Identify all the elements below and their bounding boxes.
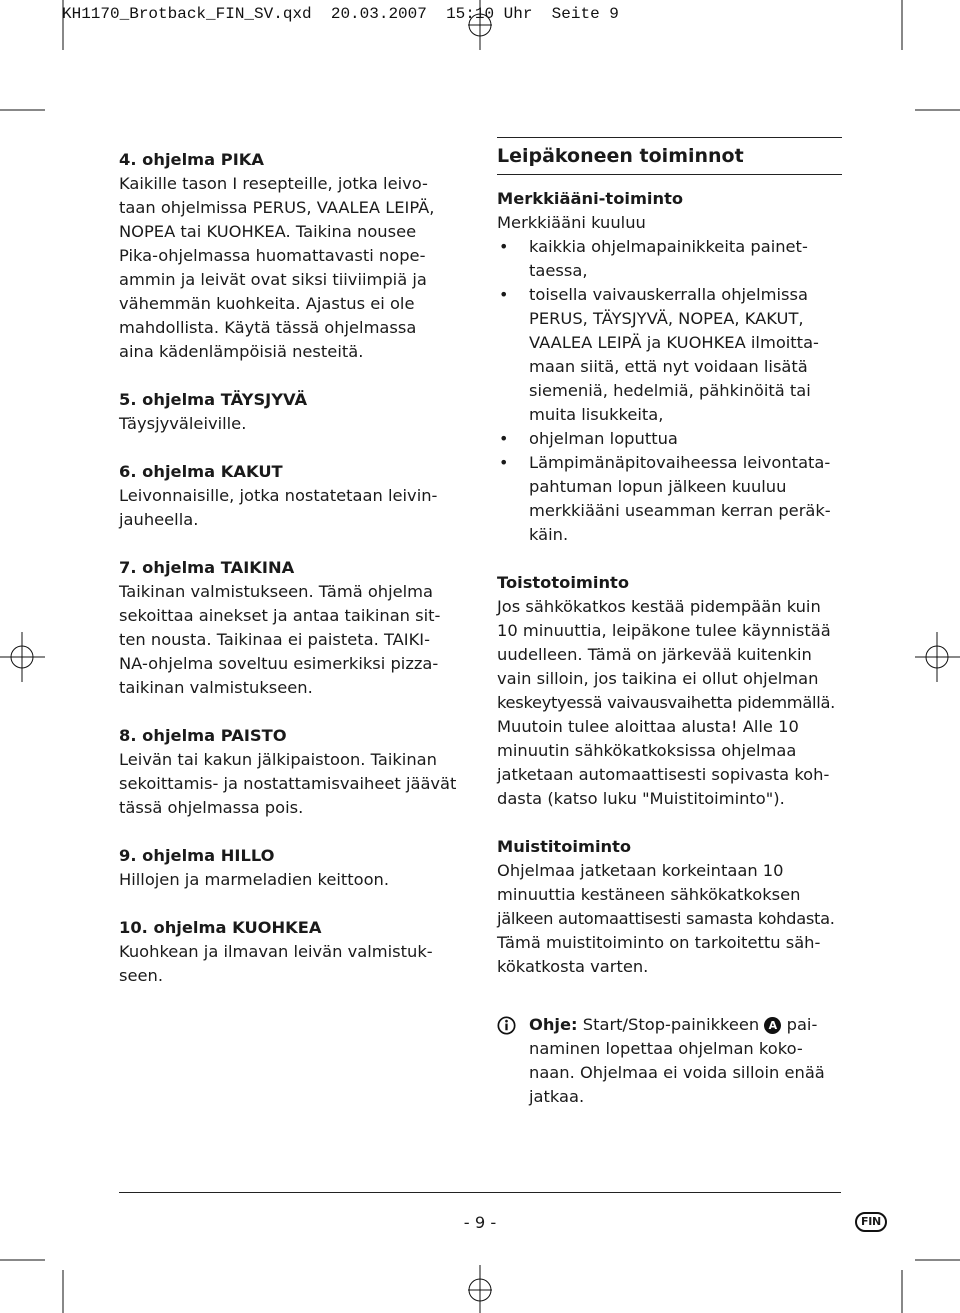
list-item bbox=[497, 235, 842, 283]
text-line: Pika-ohjelmassa huomattavasti nope- bbox=[119, 246, 426, 265]
text-line: Leivonnaisille, jotka nostatetaan leivin- bbox=[119, 486, 438, 505]
text-line: merkkiääni useamman kerran peräk- bbox=[529, 501, 831, 520]
file-slug-line: KH1170_Brotback_FIN_SV.qxd 20.03.2007 15:10 Uhr Seite 9 bbox=[62, 5, 619, 23]
list-item bbox=[497, 427, 842, 451]
beep-heading: Merkkiääni-toiminto bbox=[497, 189, 684, 208]
text-line: Leivän tai kakun jälkipaistoon. Taikinan bbox=[119, 750, 437, 769]
text-line: ammin ja leivät ovat siksi tiiviimpiä ja bbox=[119, 270, 427, 289]
text-line: Tämä muistitoiminto on tarkoitettu säh- bbox=[497, 933, 821, 952]
section-heading: 10. ohjelma KUOHKEA bbox=[119, 918, 322, 937]
button-a-badge-icon: A bbox=[764, 1017, 781, 1034]
text-line: naminen lopettaa ohjelman koko- bbox=[529, 1039, 803, 1058]
text-line: Kuohkean ja ilmavan leivän valmistuk- bbox=[119, 942, 433, 961]
list-item bbox=[497, 451, 842, 547]
repeat-section bbox=[497, 571, 842, 811]
bullet-icon: • bbox=[499, 285, 509, 304]
program-section bbox=[119, 460, 469, 532]
note-first-text: Start/Stop-painikkeen bbox=[582, 1015, 760, 1034]
text-line: Taikinan valmistukseen. Tämä ohjelma bbox=[119, 582, 434, 601]
text-line: sekoittamis- ja nostattamisvaiheet jäävät bbox=[119, 774, 457, 793]
text-line: ohjelman loputtua bbox=[529, 429, 678, 448]
text-line: Hillojen ja marmeladien keittoon. bbox=[119, 870, 390, 889]
text-line: Muutoin tulee aloittaa alusta! Alle 10 bbox=[497, 717, 799, 736]
text-line: aina kädenlämpöisiä nesteitä. bbox=[119, 342, 364, 361]
section-heading: 8. ohjelma PAISTO bbox=[119, 726, 287, 745]
info-icon bbox=[497, 1016, 516, 1035]
section-heading: 6. ohjelma KAKUT bbox=[119, 462, 283, 481]
program-section bbox=[119, 844, 469, 892]
note-box bbox=[497, 1013, 842, 1109]
section-heading: 9. ohjelma HILLO bbox=[119, 846, 275, 865]
text-line: maan siitä, että nyt voidaan lisätä bbox=[529, 357, 808, 376]
memory-section bbox=[497, 835, 842, 979]
note-first-line bbox=[529, 1013, 842, 1037]
text-line: uudelleen. Tämä on järkevää kuitenkin bbox=[497, 645, 812, 664]
text-line: minuutin sähkökatkoksissa ohjelmaa bbox=[497, 741, 797, 760]
text-line: keskeytyessä vaivausvaihetta pidemmällä. bbox=[497, 693, 836, 712]
text-line: sekoittaa ainekset ja antaa taikinan sit- bbox=[119, 606, 441, 625]
text-line: seen. bbox=[119, 966, 164, 985]
text-line: NOPEA tai KUOHKEA. Taikina nousee bbox=[119, 222, 417, 241]
program-section bbox=[119, 388, 469, 436]
text-line: jatkaa. bbox=[529, 1087, 585, 1106]
text-line: Lämpimänäpitovaiheessa leivontata- bbox=[529, 453, 831, 472]
text-line: vain silloin, jos taikina ei ollut ohjelman bbox=[497, 669, 819, 688]
bullet-icon: • bbox=[499, 429, 509, 448]
right-title-text: Leipäkoneen toiminnot bbox=[497, 145, 744, 167]
text-line: naan. Ohjelmaa ei voida silloin enää bbox=[529, 1063, 825, 1082]
text-line: tässä ohjelmassa pois. bbox=[119, 798, 304, 817]
program-section bbox=[119, 148, 469, 364]
left-column bbox=[119, 148, 469, 1012]
list-item bbox=[497, 283, 842, 427]
text-line: toisella vaivauskerralla ohjelmissa bbox=[529, 285, 808, 304]
memory-heading: Muistitoiminto bbox=[497, 837, 632, 856]
text-line: jauheella. bbox=[119, 510, 199, 529]
text-line: vähemmän kuohkeita. Ajastus ei ole bbox=[119, 294, 415, 313]
text-line: Ohjelmaa jatketaan korkeintaan 10 bbox=[497, 861, 784, 880]
note-label: Ohje: bbox=[529, 1015, 578, 1034]
text-line: taessa, bbox=[529, 261, 588, 280]
beep-section bbox=[497, 187, 842, 547]
page-number: - 9 - bbox=[463, 1213, 497, 1232]
section-heading: 5. ohjelma TÄYSJYVÄ bbox=[119, 390, 308, 409]
program-section bbox=[119, 916, 469, 988]
text-line: taikinan valmistukseen. bbox=[119, 678, 313, 697]
program-section bbox=[119, 556, 469, 700]
bullet-icon: • bbox=[499, 453, 509, 472]
beep-intro: Merkkiääni kuuluu bbox=[497, 213, 646, 232]
text-line: käin. bbox=[529, 525, 569, 544]
right-column bbox=[497, 145, 842, 1003]
footer-rule bbox=[119, 1192, 841, 1193]
text-line: jälkeen automaattisesti samasta kohdasta. bbox=[497, 909, 835, 928]
note-text bbox=[497, 1013, 842, 1109]
note-first-tail: pai- bbox=[786, 1015, 818, 1034]
text-line: NA-ohjelma soveltuu esimerkiksi pizza- bbox=[119, 654, 439, 673]
repeat-heading: Toistotoiminto bbox=[497, 573, 630, 592]
section-heading: 4. ohjelma PIKA bbox=[119, 150, 264, 169]
country-code-badge: FIN bbox=[855, 1212, 887, 1232]
right-section-title bbox=[497, 137, 842, 175]
text-line: 10 minuuttia, leipäkone tulee käynnistää bbox=[497, 621, 831, 640]
text-line: pahtuman lopun jälkeen kuuluu bbox=[529, 477, 787, 496]
text-line: taan ohjelmissa PERUS, VAALEA LEIPÄ, bbox=[119, 198, 435, 217]
text-line: Täysjyväleiville. bbox=[119, 414, 247, 433]
text-line: ten nousta. Taikinaa ei paisteta. TAIKI- bbox=[119, 630, 430, 649]
text-line: muita lisukkeita, bbox=[529, 405, 664, 424]
text-line: mahdollista. Käytä tässä ohjelmassa bbox=[119, 318, 417, 337]
text-line: Kaikille tason I resepteille, jotka leivo- bbox=[119, 174, 428, 193]
bullet-icon: • bbox=[499, 237, 509, 256]
program-section bbox=[119, 724, 469, 820]
text-line: kökatkosta varten. bbox=[497, 957, 649, 976]
text-line: Jos sähkökatkos kestää pidempään kuin bbox=[497, 597, 821, 616]
text-line: minuuttia kestäneen sähkökatkoksen bbox=[497, 885, 801, 904]
text-line: kaikkia ohjelmapainikkeita painet- bbox=[529, 237, 808, 256]
section-heading: 7. ohjelma TAIKINA bbox=[119, 558, 295, 577]
text-line: PERUS, TÄYSJYVÄ, NOPEA, KAKUT, bbox=[529, 309, 804, 328]
text-line: VAALEA LEIPÄ ja KUOHKEA ilmoitta- bbox=[529, 333, 819, 352]
text-line: dasta (katso luku "Muistitoiminto"). bbox=[497, 789, 785, 808]
text-line: siemeniä, hedelmiä, pähkinöitä tai bbox=[529, 381, 811, 400]
text-line: jatketaan automaattisesti sopivasta koh- bbox=[497, 765, 830, 784]
